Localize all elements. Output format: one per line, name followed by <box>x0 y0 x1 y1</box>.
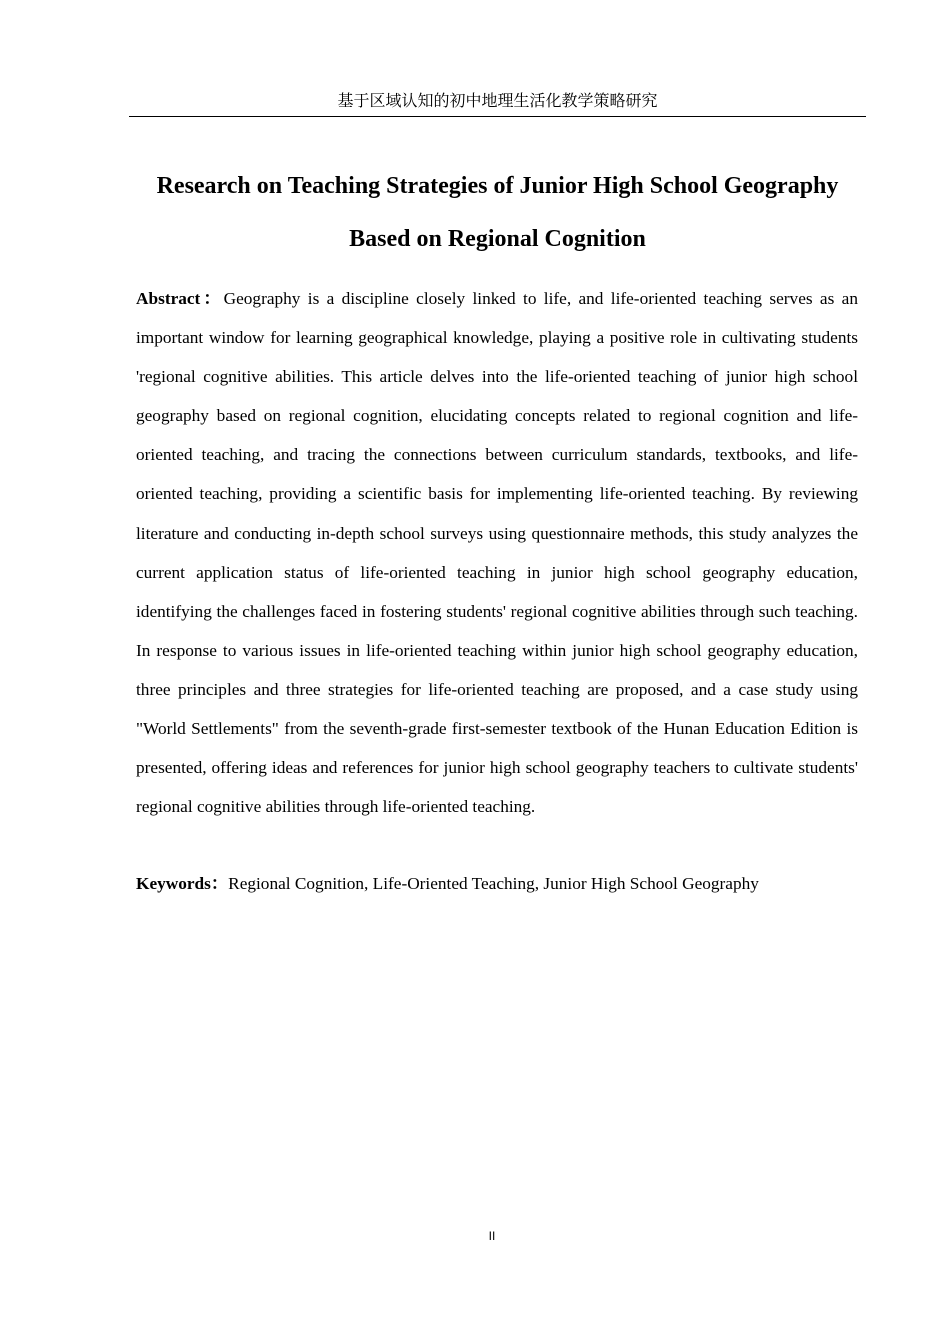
keywords-text: Regional Cognition, Life-Oriented Teaching, Junior High School Geography <box>228 874 759 893</box>
running-header <box>129 90 866 117</box>
abstract-label: Abstract： <box>136 289 224 308</box>
keywords-line <box>136 864 858 903</box>
abstract-paragraph <box>136 279 858 826</box>
page-number: II <box>488 1229 496 1243</box>
keywords-label: Keywords： <box>136 874 229 893</box>
paper-title: Research on Teaching Strategies of Junior High School Geography Based on Regional Cognition <box>156 173 839 252</box>
abstract-text: Geography is a discipline closely linked to life, and life-oriented teaching serves as an important window for learning geographical knowledge, playing a positive role in cultivating students 'regional cognitive abilities. This article delves into the life-oriented teaching of junior high school geography based on regional cognition, elucidating concepts related to regional cognition and life-oriented teaching, and tracing the connections between curriculum standards, textbooks, and life-oriented teaching, providing a scientific basis for implementing life-oriented teaching. By reviewing literature and conducting in-depth school surveys using questionnaire methods, this study analyzes the current application status of life-oriented teaching in junior high school geography education, identifying the challenges faced in fostering students' regional cognitive abilities through such teaching. In response to various issues in life-oriented teaching within junior high school geography education, three principles and three strategies for life-oriented teaching are proposed, and a case study using "World Settlements" from the seventh-grade first-semester textbook of the Hunan Education Edition is presented, offering ideas and references for junior high school geography teachers to cultivate students' regional cognitive abilities through life-oriented teaching. <box>136 289 858 817</box>
running-header-title: 基于区域认知的初中地理生活化教学策略研究 <box>337 91 658 110</box>
